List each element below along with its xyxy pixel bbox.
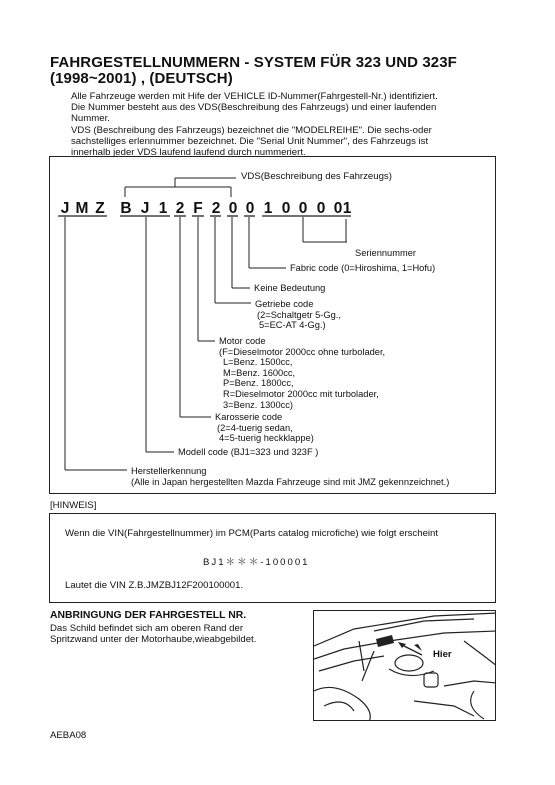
getriebe-code-label (255, 299, 341, 331)
vin-char: F (193, 200, 203, 217)
motor-line: L=Benz. 1500cc, (223, 357, 293, 368)
page-subtitle: (1998~2001) , (DEUTSCH) (50, 70, 233, 87)
intro-line: sachstelliges erlennummer bezeichnet. Die "Serial Unit Nummer", des Fahrzeugs ist (71, 135, 429, 147)
karosserie-code-label (215, 412, 314, 444)
intro-line: Nummer. (71, 113, 110, 125)
motor-line: M=Benz. 1600cc, (223, 367, 296, 378)
intro-line: VDS (Beschreibung des Fahrzeugs) bezeichnet die "MODELREIHE". Die sechs-oder (71, 124, 432, 136)
mounting-line: Spritzwand unter der Motorhaube,wieabgebildet. (50, 634, 257, 646)
vin-char: Z (95, 200, 105, 217)
motor-line: P=Benz. 1800cc, (223, 378, 294, 389)
mounting-line: Das Schild befindet sich am oberen Rand der (50, 623, 244, 634)
hersteller-line: Herstellerkennung (131, 466, 207, 476)
fabric-code-label: Fabric code (0=Hiroshima, 1=Hofu) (290, 263, 436, 273)
getriebe-line: (2=Schaltgetr 5-Gg., (257, 309, 341, 320)
vin-char: 2 (175, 200, 185, 217)
intro-line: Die Nummer besteht aus des VDS(Beschreibung des Fahrzeugs) und einer laufenden (71, 102, 437, 114)
motor-line: (F=Dieselmotor 2000cc ohne turbolader, (219, 346, 386, 357)
motor-line: Motor code (219, 336, 266, 346)
vin-char: M (75, 200, 89, 217)
vin-char: 0 (298, 200, 308, 217)
vin-char: 1 (342, 200, 352, 217)
motor-line: R=Dieselmotor 2000cc mit turbolader, (223, 388, 379, 399)
vin-char: 0 (228, 200, 238, 217)
modell-code-label: Modell code (BJ1=323 und 323F ) (178, 447, 319, 457)
page-title: FAHRGESTELLNUMMERN - SYSTEM FÜR 323 UND 323F (50, 54, 457, 71)
keine-bedeutung-label: Keine Bedeutung (254, 283, 326, 293)
engine-bay-drawing (314, 611, 496, 721)
karosserie-line: Karosserie code (215, 412, 283, 422)
document-code: AEBA08 (50, 730, 87, 741)
serial-number-label: Seriennummer (355, 248, 416, 258)
hinweis-line: Wenn die VIN(Fahrgestellnummer) im PCM(Parts catalog microfiche) wie folgt erscheint (65, 528, 439, 539)
karosserie-line: 4=5-tuerig heckklappe) (219, 433, 314, 444)
hinweis-example: Lautet die VIN Z.B.JMZBJ12F200100001. (65, 580, 244, 591)
getriebe-line: Getriebe code (255, 299, 314, 309)
mounting-heading: ANBRINGUNG DER FAHRGESTELL NR. (50, 610, 247, 621)
intro-line: Alle Fahrzeuge werden mit Hife der VEHICLE ID-Nummer(Fahrgestell-Nr.) identifiziert. (71, 91, 438, 102)
motor-line: 3=Benz. 1300cc) (223, 399, 294, 410)
vin-plate-marker (376, 635, 394, 647)
vin-char: 0 (281, 200, 291, 217)
vin-char: 1 (158, 200, 168, 217)
hinweis-pattern: BJ1＊＊＊-100001 (203, 557, 310, 568)
vin-char: J (140, 200, 150, 217)
mounting-text (50, 623, 256, 645)
vin-char: 0 (316, 200, 326, 217)
engine-bay-illustration (313, 610, 496, 721)
karosserie-line: (2=4-tuerig sedan, (217, 422, 293, 433)
vin-char: 0 (245, 200, 255, 217)
vin-char: J (60, 200, 70, 217)
vin-char: 0 (333, 200, 343, 217)
hersteller-label (131, 466, 449, 487)
vin-char: 2 (211, 200, 221, 217)
hersteller-line: (Alle in Japan hergestellten Mazda Fahrzeuge sind mit JMZ gekennzeichnet.) (131, 476, 450, 487)
hier-label: Hier (433, 649, 452, 660)
vin-char: B (120, 200, 132, 217)
intro-line: innerhalb jeder VDS laufend laufend durch nummeriert. (71, 147, 306, 159)
motor-code-label (219, 336, 385, 410)
getriebe-line: 5=EC-AT 4-Gg.) (259, 320, 326, 331)
vds-label: VDS(Beschreibung des Fahrzeugs) (241, 171, 392, 182)
vin-char: 1 (263, 200, 273, 217)
hinweis-heading: [HINWEIS] (50, 500, 97, 511)
